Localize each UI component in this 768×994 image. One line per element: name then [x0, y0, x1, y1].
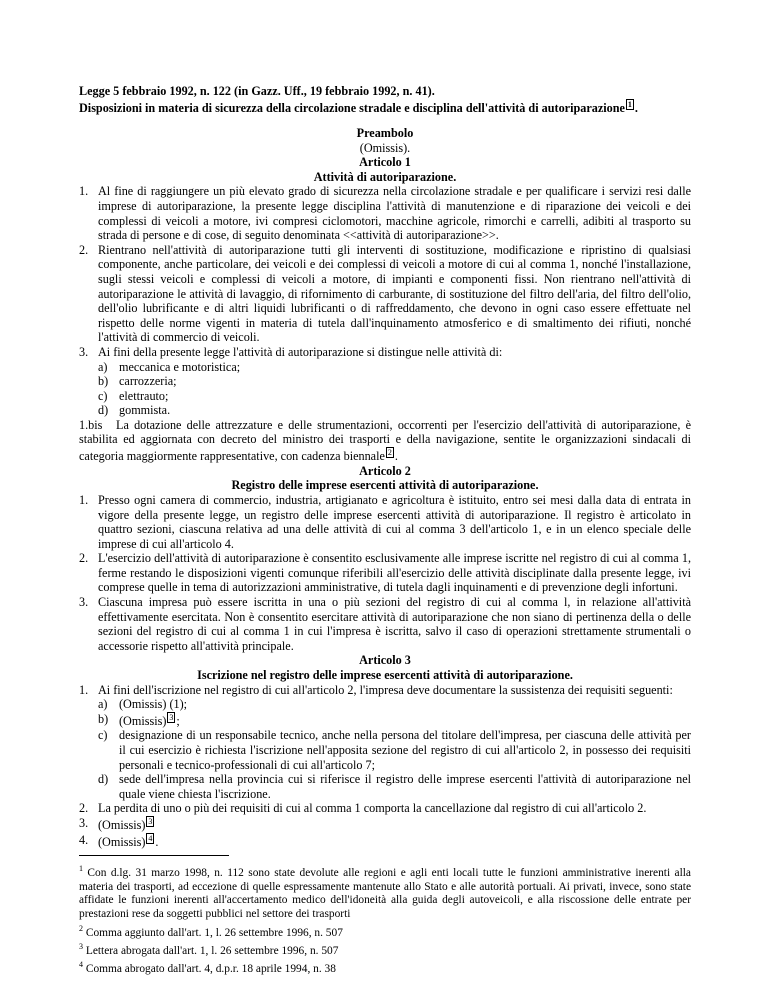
footnote-divider — [79, 855, 229, 856]
list-text: elettrauto; — [119, 388, 169, 403]
paragraph — [79, 683, 691, 698]
footnote-number: 3 — [79, 941, 83, 951]
paragraph-text: Ai fini della presente legge l'attività di autoriparazione si distingue nelle attività di: — [98, 344, 503, 359]
article-1-title: Articolo 1 — [359, 155, 411, 170]
list-text: designazione di un responsabile tecnico, anche nella persona del titolare dell'impresa, per ciascuna delle attività per il cui esercizio è richiesta l'iscrizione nell'apposita sezione del registro di cui all'articolo 2, in possesso dei requisiti personali e tecnico-professionali di cui all'articolo 7; — [119, 728, 691, 772]
paragraph — [79, 493, 691, 551]
footnote — [79, 958, 691, 976]
list-item — [79, 389, 691, 404]
footnote-number: 4 — [79, 960, 83, 970]
paragraph — [79, 816, 691, 833]
paragraph-number: 3. — [79, 344, 89, 359]
law-title: Legge 5 febbraio 1992, n. 122 (in Gazz. Uff., 19 febbraio 1992, n. 41). — [79, 84, 435, 98]
paragraph — [79, 551, 691, 595]
list-text: (Omissis) — [119, 713, 167, 728]
article-2-subtitle: Registro delle imprese esercenti attività di autoriparazione. — [231, 478, 539, 493]
paragraph-number: 2. — [79, 801, 89, 816]
list-text: carrozzeria; — [119, 374, 177, 389]
footnote — [79, 862, 691, 921]
paragraph-text: Al fine di raggiungere un più elevato grado di sicurezza nella circolazione stradale e per qualificare i servizi resi dalle imprese di autoriparazione, la presente legge disciplina l'attività di manutenzione e di riparazione dei veicoli e dei complessi di veicoli a motore, ivi compresi ciclomotori, macchine agricole, rimorchi e carrelli, adibiti al trasporto su strada di persone e di cose, di seguito denominata <<attività di autoriparazione>>. — [98, 184, 691, 243]
footnote-text: Comma aggiunto dall'art. 1, l. 26 settembre 1996, n. 507 — [85, 926, 343, 939]
footnote-ref[interactable]: 4 — [148, 833, 153, 843]
list-item — [79, 360, 691, 375]
list-item — [79, 403, 691, 418]
article-3-title: Articolo 3 — [359, 653, 411, 668]
punctuation: . — [155, 834, 159, 849]
paragraph-number: 3. — [79, 595, 89, 610]
paragraph-text: Ai fini dell'iscrizione nel registro di cui all'articolo 2, l'impresa deve documentare la sussistenza dei requisiti seguenti: — [98, 682, 673, 697]
list-text: sede dell'impresa nella provincia cui si riferisce il registro delle imprese esercenti l'attività di autoriparazione nel quale viene chiesta l'iscrizione. — [119, 772, 691, 801]
paragraph — [79, 418, 691, 464]
paragraph-number: 2. — [79, 551, 89, 566]
paragraph — [79, 801, 691, 816]
punctuation: ; — [176, 713, 180, 728]
list-letter: a) — [98, 359, 108, 374]
footnotes — [79, 862, 691, 976]
list-text: gommista. — [119, 403, 171, 418]
footnote-text: Comma abrogato dall'art. 4, d.p.r. 18 aprile 1994, n. 38 — [85, 963, 336, 976]
preamble-title: Preambolo — [356, 126, 414, 140]
document-header — [79, 84, 699, 115]
footnote-ref[interactable]: 3 — [148, 817, 153, 827]
list-letter: d) — [98, 403, 109, 418]
footnote — [79, 940, 691, 958]
list-text: meccanica e motoristica; — [119, 359, 241, 374]
list-item — [79, 728, 691, 772]
paragraph — [79, 184, 691, 242]
paragraph-number: 3. — [79, 816, 89, 831]
list-letter: b) — [98, 711, 109, 726]
paragraph-text: Ciascuna impresa può essere iscritta in una o più sezioni del registro di cui al comma l, in relazione all'attività effettivamente esercitata. Non è consentito esercitare attività di autoriparazione che non siano di pertinenza della o delle sezioni del registro di cui al comma 1 in cui l'impresa è iscritta, salvo il caso di operazioni strettamente strumentali o accessorie rispetto all'attività principale. — [98, 595, 691, 653]
footnote-text: Lettera abrogata dall'art. 1, l. 26 settembre 1996, n. 507 — [85, 944, 339, 957]
paragraph — [79, 595, 691, 653]
paragraph-number: 1.bis — [79, 417, 103, 432]
paragraph-number: 1. — [79, 492, 89, 507]
paragraph-text: L'esercizio dell'attività di autoriparazione è consentito esclusivamente alle imprese iscritte nel registro di cui al comma 1, ferme restando le disposizioni vigenti comunque riferibili all'esercizio delle attività disciplinate dalla presente legge, ivi comprese quelle in tema di autorizzazioni amministrative, di tutela dagli inquinamenti e di prevenzione degli infortuni. — [98, 551, 691, 595]
list-letter: d) — [98, 772, 109, 787]
paragraph-number: 1. — [79, 184, 89, 199]
article-3-subtitle: Iscrizione nel registro delle imprese esercenti attività di autoriparazione. — [197, 668, 573, 683]
paragraph — [79, 345, 691, 360]
paragraph — [79, 833, 691, 850]
list-text: (Omissis) (1); — [119, 697, 188, 712]
footnote-ref[interactable]: 3 — [169, 712, 174, 722]
article-1-subtitle: Attività di autoriparazione. — [313, 169, 457, 184]
paragraph-number: 4. — [79, 832, 89, 847]
footnote-ref[interactable]: 2 — [387, 448, 392, 458]
paragraph-number: 1. — [79, 682, 89, 697]
punctuation: . — [394, 449, 398, 464]
paragraph — [79, 243, 691, 345]
paragraph-text: Presso ogni camera di commercio, industria, artigianato e agricoltura è istituito, entro sei mesi dalla data di entrata in vigore della presente legge, un registro delle imprese esercenti attività di autoriparazione. Il registro è articolato in quattro sezioni, ciascuna relativa ad una delle attività di cui al comma 3 dell'articolo 1, e in un elenco speciale delle imprese di cui all'articolo 4. — [98, 492, 691, 551]
article-2-title: Articolo 2 — [359, 463, 411, 478]
law-subtitle-text: Disposizioni in materia di sicurezza della circolazione stradale e disciplina dell'attività di autoriparazione — [79, 100, 625, 115]
law-subtitle — [79, 99, 699, 116]
list-item — [79, 697, 691, 712]
list-item — [79, 374, 691, 389]
list-letter: b) — [98, 374, 109, 389]
paragraph-text: Rientrano nell'attività di autoriparazione tutti gli interventi di sostituzione, modificazione e ripristino di qualsiasi componente, anche particolare, dei veicoli e dei complessi di veicoli a motore di cui al comma 1, nonché l'installazione, sugli stessi veicoli e complessi di veicoli a motore, di impianti e componenti fissi. Non rientrano nell'attività di autoriparazione le attività di lavaggio, di rifornimento di carburante, di sostituzione del filtro dell'aria, del filtro dell'olio, dell'olio lubrificante e di altri liquidi lubrificanti o di raffreddamento, che devono in ogni caso essere effettuate nel rispetto delle norme vigenti in materia di tutela dall'inquinamento atmosferico e di smaltimento dei rifiuti, nonché l'attività di commercio di veicoli. — [98, 242, 691, 345]
list-item — [79, 712, 691, 729]
footnote-text: Con d.lg. 31 marzo 1998, n. 112 sono state devolute alle regioni e agli enti locali tutte le funzioni amministrative inerenti alla materia dei trasporti, ad eccezione di quelle espressamente mantenute allo Stato e alle autorità portuali. Ai privati, invece, sono state affidate le funzioni inerenti all'accertamento medico dell'idoneità alla guida degli autoveicoli, e alla riscossione delle entrate per prestazioni rese da soggetti pubblici nel settore dei trasporti — [79, 867, 691, 920]
paragraph-text: La dotazione delle attrezzature e delle strumentazioni, occorrenti per l'esercizio dell'attività di autoriparazione, è stabilita ed aggiornata con decreto del ministro dei trasporti e della navigazione, sentite le organizzazioni sindacali di categoria maggiormente rappresentative, con cadenza biennale — [79, 417, 691, 464]
list-item — [79, 772, 691, 801]
document-body — [79, 126, 691, 977]
preamble-text: (Omissis). — [359, 140, 411, 155]
footnote-number: 1 — [79, 864, 83, 874]
list-letter: c) — [98, 728, 108, 743]
paragraph-number: 2. — [79, 242, 89, 257]
list-letter: a) — [98, 697, 108, 712]
paragraph-text: (Omissis) — [98, 834, 146, 849]
footnote — [79, 922, 691, 940]
paragraph-text: (Omissis) — [98, 818, 146, 833]
footnote-ref[interactable]: 1 — [627, 99, 632, 109]
paragraph-text: La perdita di uno o più dei requisiti di cui al comma 1 comporta la cancellazione dal registro di cui all'articolo 2. — [98, 801, 647, 816]
punctuation: . — [634, 100, 638, 115]
list-letter: c) — [98, 388, 108, 403]
footnote-number: 2 — [79, 923, 83, 933]
